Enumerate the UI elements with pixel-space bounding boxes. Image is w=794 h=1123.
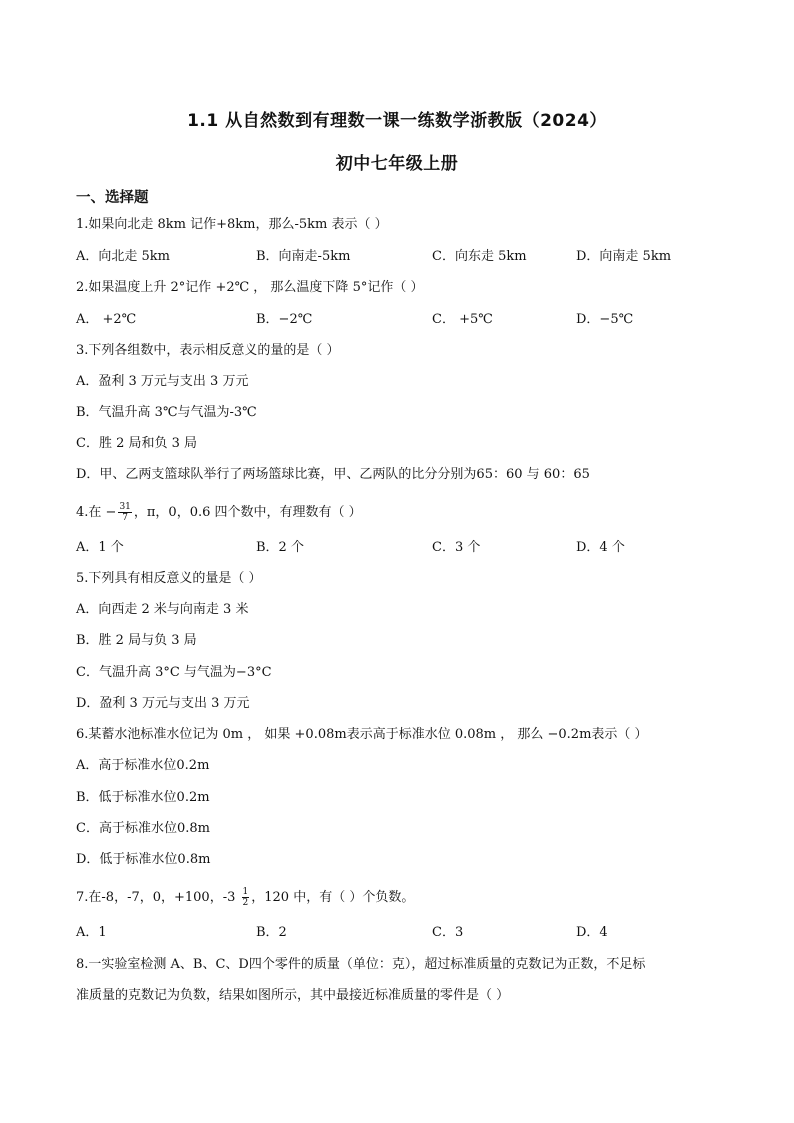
question-6-option-b: B．低于标准水位0.2m bbox=[76, 790, 210, 805]
question-6-option-a: A．高于标准水位0.2m bbox=[76, 758, 210, 773]
question-2-option-b: B．−2℃ bbox=[256, 312, 313, 327]
question-8-stem-line-1: 8.一实验室检测 A、B、C、D四个零件的质量（单位：克），超过标准质量的克数记为正数，不足标 bbox=[76, 957, 646, 972]
question-5-option-c: C．气温升高 3°C 与气温为−3°C bbox=[76, 665, 272, 680]
question-7-fraction bbox=[242, 887, 250, 908]
question-7-fraction-numerator: 1 bbox=[242, 887, 249, 897]
question-6-stem: 6.某蓄水池标准水位记为 0m ， 如果 +0.08m表示高于标准水位 0.08m ， 那么 −0.2m表示（ ） bbox=[76, 727, 648, 742]
question-4-stem-part-b: ，π，0，0.6 四个数中，有理数有（ ） bbox=[133, 505, 362, 520]
question-7-stem-part-a: 7.在-8，-7，0，+100，-3 bbox=[76, 890, 240, 905]
question-2-stem-part-b: ， 那么温度下降 5°记作（ ） bbox=[249, 280, 424, 295]
question-6-option-c: C．高于标准水位0.8m bbox=[76, 821, 210, 836]
question-5-option-d: D．盈利 3 万元与支出 3 万元 bbox=[76, 696, 250, 711]
question-3-option-a: A．盈利 3 万元与支出 3 万元 bbox=[76, 374, 249, 389]
question-4-option-a: A．1 个 bbox=[76, 540, 124, 555]
question-1-option-a: A．向北走 5km bbox=[76, 249, 170, 264]
question-7-option-b: B．2 bbox=[256, 925, 287, 940]
question-7-stem-part-b: ，120 中，有（ ）个负数。 bbox=[251, 890, 415, 905]
question-4-option-b: B．2 个 bbox=[256, 540, 304, 555]
question-4-stem bbox=[76, 502, 362, 523]
question-6-option-d: D．低于标准水位0.8m bbox=[76, 852, 211, 867]
question-5-option-b: B．胜 2 局与负 3 局 bbox=[76, 633, 197, 648]
question-4-fraction-numerator: 31 bbox=[119, 502, 131, 512]
section-heading: 一、选择题 bbox=[76, 190, 149, 206]
question-7-option-c: C．3 bbox=[432, 925, 464, 940]
question-2-stem-part-a: 2.如果温度上升 2°记作 bbox=[76, 280, 216, 295]
question-2-stem bbox=[76, 279, 423, 297]
question-3-option-d: D．甲、乙两支篮球队举行了两场篮球比赛，甲、乙两队的比分分别为65：60 与 60：65 bbox=[76, 467, 590, 482]
page-title: 1.1 从自然数到有理数一课一练数学浙教版（2024） bbox=[187, 111, 607, 131]
question-7-option-d: D．4 bbox=[576, 925, 608, 940]
page-subtitle: 初中七年级上册 bbox=[335, 154, 459, 174]
question-3-option-b: B．气温升高 3℃与气温为-3℃ bbox=[76, 405, 257, 420]
question-3-stem: 3.下列各组数中，表示相反意义的量的是（ ） bbox=[76, 343, 340, 358]
question-2-option-d: D．−5℃ bbox=[576, 312, 634, 327]
question-7-stem bbox=[76, 887, 414, 908]
question-4-fraction bbox=[118, 502, 131, 523]
question-7-fraction-denominator: 2 bbox=[242, 898, 249, 908]
question-7-option-a: A．1 bbox=[76, 925, 107, 940]
question-4-option-c: C．3 个 bbox=[432, 540, 481, 555]
question-2-option-a: A． +2℃ bbox=[76, 312, 137, 327]
question-4-stem-part-a: 4.在 − bbox=[76, 505, 117, 520]
question-8-stem-line-2: 准质量的克数记为负数，结果如图所示，其中最接近标准质量的零件是（ ） bbox=[76, 988, 510, 1003]
question-2-option-c: C． +5℃ bbox=[432, 312, 493, 327]
question-1-option-b: B．向南走-5km bbox=[256, 249, 351, 264]
question-4-fraction-denominator: 7 bbox=[122, 513, 129, 523]
question-1-option-d: D．向南走 5km bbox=[576, 249, 672, 264]
question-2-stem-math: +2℃ bbox=[215, 280, 250, 295]
question-1-stem: 1.如果向北走 8km 记作+8km，那么-5km 表示（ ） bbox=[76, 217, 388, 232]
question-5-stem: 5.下列具有相反意义的量是（ ） bbox=[76, 571, 262, 586]
question-1-option-c: C．向东走 5km bbox=[432, 249, 527, 264]
question-4-option-d: D．4 个 bbox=[576, 540, 625, 555]
question-3-option-c: C．胜 2 局和负 3 局 bbox=[76, 436, 198, 451]
question-5-option-a: A．向西走 2 米与向南走 3 米 bbox=[76, 602, 249, 617]
